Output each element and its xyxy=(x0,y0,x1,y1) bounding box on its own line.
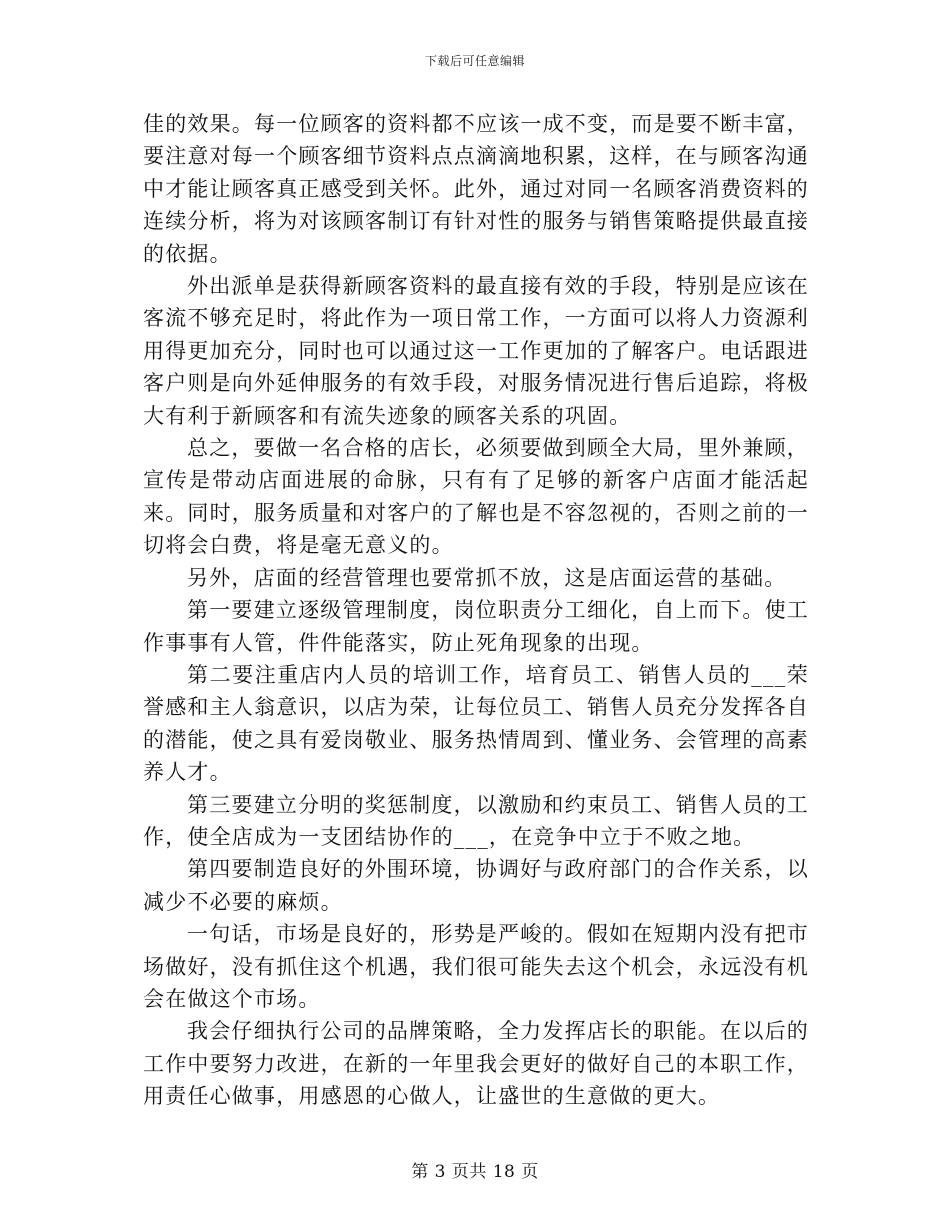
document-body xyxy=(143,108,809,1113)
paragraph-6: 第二要注重店内人员的培训工作，培育员工、销售人员的___荣誉感和主人翁意识，以店为荣，让每位员工、销售人员充分发挥各自的潜能，使之具有爱岗敬业、服务热情周到、懂业务、会管理的高素养人才。 xyxy=(143,662,809,785)
paragraph-9: 一句话，市场是良好的，形势是严峻的。假如在短期内没有把市场做好，没有抓住这个机遇，我们很可能失去这个机会，永远没有机会在做这个市场。 xyxy=(143,922,809,1011)
page-number-footer: 第 3 页共 18 页 xyxy=(411,1162,539,1182)
paragraph-3: 总之，要做一名合格的店长，必须要做到顾全大局，里外兼顾，宣传是带动店面进展的命脉，只有有了足够的新客户店面才能活起来。同时，服务质量和对客户的了解也是不容忽视的，否则之前的一切将会白费，将是毫无意义的。 xyxy=(143,436,809,558)
paragraph-2: 外出派单是获得新顾客资料的最直接有效的手段，特别是应该在客流不够充足时，将此作为一项日常工作，一方面可以将人力资源利用得更加充分，同时也可以通过这一工作更加的了解客户。电话跟进客户则是向外延伸服务的有效手段，对服务情况进行售后追踪，将极大有利于新顾客和有流失迹象的顾客关系的巩固。 xyxy=(143,274,809,428)
paragraph-4: 另外，店面的经营管理也要常抓不放，这是店面运营的基础。 xyxy=(187,565,787,590)
paragraph-10: 我会仔细执行公司的品牌策略，全力发挥店长的职能。在以后的工作中要努力改进，在新的一年里我会更好的做好自己的本职工作，用责任心做事，用感恩的心做人，让盛世的生意做的更大。 xyxy=(143,1019,809,1109)
page-header: 下载后可任意编辑 xyxy=(424,54,525,68)
paragraph-7: 第三要建立分明的奖惩制度，以激励和约束员工、销售人员的工作，使全店成为一支团结协作的___，在竞争中立于不败之地。 xyxy=(143,792,809,849)
paragraph-5: 第一要建立逐级管理制度，岗位职责分工细化，自上而下。使工作事事有人管，件件能落实，防止死角现象的出现。 xyxy=(143,598,809,655)
paragraph-8: 第四要制造良好的外围环境，协调好与政府部门的合作关系，以减少不必要的麻烦。 xyxy=(143,857,809,914)
paragraph-1: 佳的效果。每一位顾客的资料都不应该一成不变，而是要不断丰富，要注意对每一个顾客细节资料点点滴滴地积累，这样，在与顾客沟通中才能让顾客真正感受到关怀。此外，通过对同一名顾客消费资料的连续分析，将为对该顾客制订有针对性的服务与销售策略提供最直接的依据。 xyxy=(143,112,809,266)
